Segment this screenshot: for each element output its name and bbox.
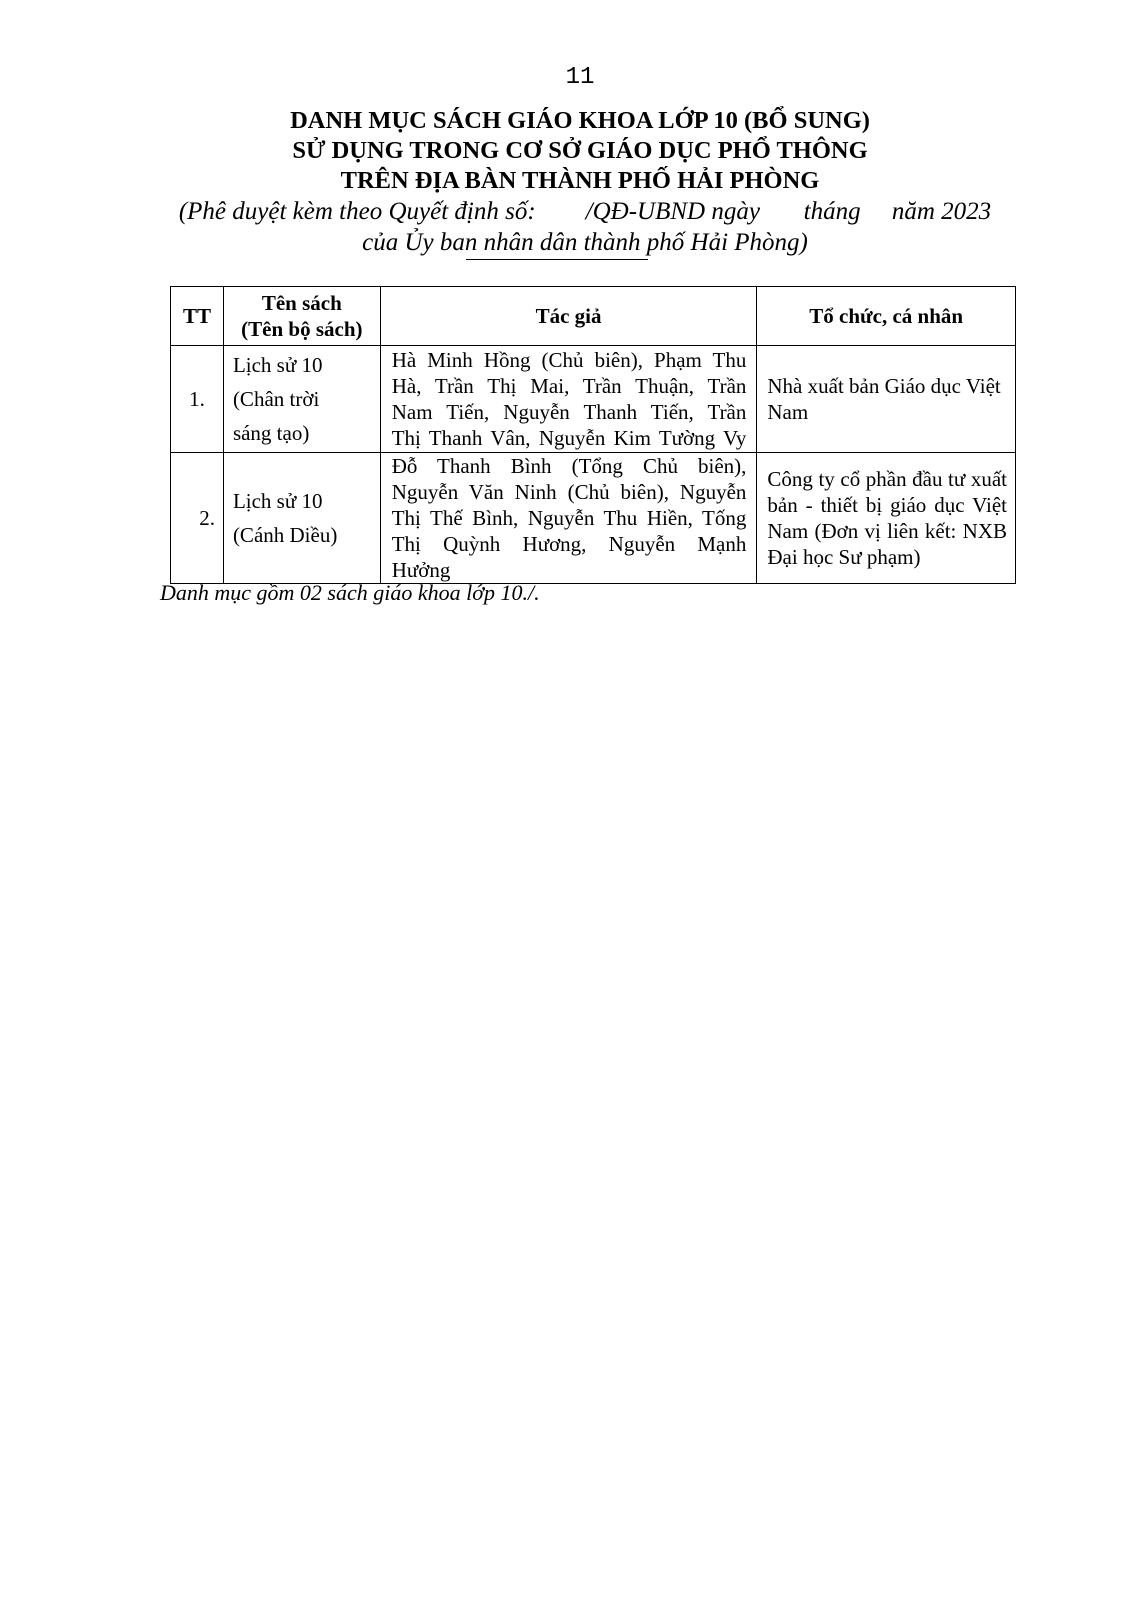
header-author: Tác giả	[380, 287, 757, 346]
header-organization: Tổ chức, cá nhân	[757, 287, 1016, 346]
book-authors: Đỗ Thanh Bình (Tổng Chủ biên), Nguyễn Văn Ninh (Chủ biên), Nguyễn Thị Thế Bình, Nguyễn Thu Hiền, Tống Thị Quỳnh Hương, Nguyễn Mạnh Hưởng	[380, 453, 757, 584]
footer-note: Danh mục gồm 02 sách giáo khoa lớp 10./.	[160, 580, 540, 605]
header-tt: TT	[171, 287, 224, 346]
table-header-row	[171, 287, 1016, 346]
book-name: Lịch sử 10 (Chân trời sáng tạo)	[223, 346, 380, 453]
document-title	[0, 106, 1130, 196]
row-number: 1.	[171, 346, 224, 453]
title-line: SỬ DỤNG TRONG CƠ SỞ GIÁO DỤC PHỔ THÔNG	[292, 137, 868, 164]
textbook-table	[170, 286, 1016, 584]
table-row	[171, 453, 1016, 584]
publisher: Công ty cổ phần đầu tư xuất bản - thiết bị giáo dục Việt Nam (Đơn vị liên kết: NXB Đại học Sư phạm)	[757, 453, 1016, 584]
approval-line: của Ủy ban nhân dân thành phố Hải Phòng)	[362, 229, 808, 256]
header-book-name: Tên sách (Tên bộ sách)	[223, 287, 380, 346]
page-number: 11	[565, 64, 595, 91]
title-line: TRÊN ĐỊA BÀN THÀNH PHỐ HẢI PHÒNG	[340, 167, 820, 194]
signature-underline	[466, 259, 648, 260]
approval-note	[0, 196, 1130, 258]
table-row	[171, 346, 1016, 453]
approval-line: (Phê duyệt kèm theo Quyết định số: /QĐ-UBND ngày tháng năm 2023	[178, 198, 992, 225]
publisher: Nhà xuất bản Giáo dục Việt Nam	[757, 346, 1016, 453]
title-line: DANH MỤC SÁCH GIÁO KHOA LỚP 10 (BỔ SUNG)	[290, 107, 870, 134]
row-number: 2.	[171, 453, 224, 584]
book-authors: Hà Minh Hồng (Chủ biên), Phạm Thu Hà, Trần Thị Mai, Trần Thuận, Trần Nam Tiến, Nguyễn Thanh Tiến, Trần Thị Thanh Vân, Nguyễn Kim Tường Vy	[380, 346, 757, 453]
book-name: Lịch sử 10 (Cánh Diều)	[223, 453, 380, 584]
